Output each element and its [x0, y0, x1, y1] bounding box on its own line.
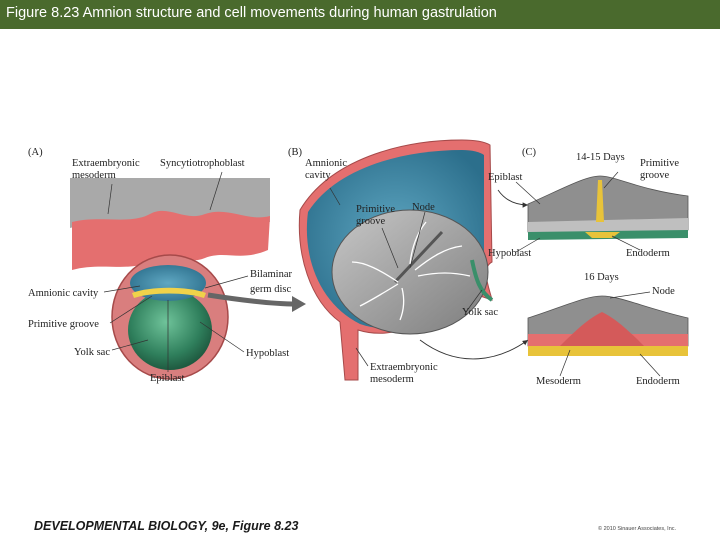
panel-a-label: (A) [28, 147, 43, 158]
copyright-notice: © 2010 Sinauer Associates, Inc. [598, 526, 677, 532]
panel-c [488, 147, 688, 387]
label-epiblast-a: Epiblast [150, 373, 185, 384]
endoderm-layer-bottom [528, 346, 688, 356]
label-syncytiotrophoblast: Syncytiotrophoblast [160, 158, 245, 169]
panel-c-label: (C) [522, 147, 536, 158]
label-extraembryonic-mesoderm-b-1: Extraembryonic [370, 362, 438, 373]
arrow-to-c-top [498, 190, 528, 205]
label-hypoblast-c: Hypoblast [488, 248, 532, 259]
label-bilaminar-2: germ disc [250, 284, 292, 295]
label-extraembryonic-mesoderm-a-2: mesoderm [72, 170, 116, 181]
label-yolk-sac-a: Yolk sac [74, 347, 110, 358]
label-primitive-groove-b-2: groove [356, 216, 386, 227]
transition-arrow-a-b-head [292, 296, 306, 312]
label-epiblast-c: Epiblast [488, 172, 523, 183]
label-primitive-groove-c-1: Primitive [640, 158, 680, 169]
label-amnionic-cavity-b-2: cavity [305, 170, 331, 181]
label-amnionic-cavity-b-1: Amnionic [305, 158, 347, 169]
label-amnionic-cavity-a: Amnionic cavity [28, 288, 99, 299]
label-primitive-groove-a: Primitive groove [28, 319, 99, 330]
label-14-15-days: 14-15 Days [576, 152, 625, 163]
label-endoderm-bottom: Endoderm [636, 376, 680, 387]
arrow-to-c-bottom [420, 340, 528, 359]
label-mesoderm-c: Mesoderm [536, 376, 581, 387]
label-extraembryonic-mesoderm-a-1: Extraembryonic [72, 158, 140, 169]
label-yolk-sac-b: Yolk sac [462, 307, 498, 318]
label-node-b: Node [412, 202, 435, 213]
slide-title: Figure 8.23 Amnion structure and cell movements during human gastrulation [6, 5, 497, 21]
label-primitive-groove-c-2: groove [640, 170, 670, 181]
panel-b-label: (B) [288, 147, 302, 158]
label-hypoblast-a: Hypoblast [246, 348, 290, 359]
panel-a [28, 147, 306, 384]
label-endoderm-top: Endoderm [626, 248, 670, 259]
yolk-sac-sphere [128, 290, 212, 370]
label-node-c: Node [652, 286, 675, 297]
label-extraembryonic-mesoderm-b-2: mesoderm [370, 374, 414, 385]
label-primitive-groove-b-1: Primitive [356, 204, 396, 215]
label-16-days: 16 Days [584, 272, 619, 283]
label-bilaminar-1: Bilaminar [250, 269, 292, 280]
book-citation: DEVELOPMENTAL BIOLOGY, 9e, Figure 8.23 [34, 519, 299, 533]
